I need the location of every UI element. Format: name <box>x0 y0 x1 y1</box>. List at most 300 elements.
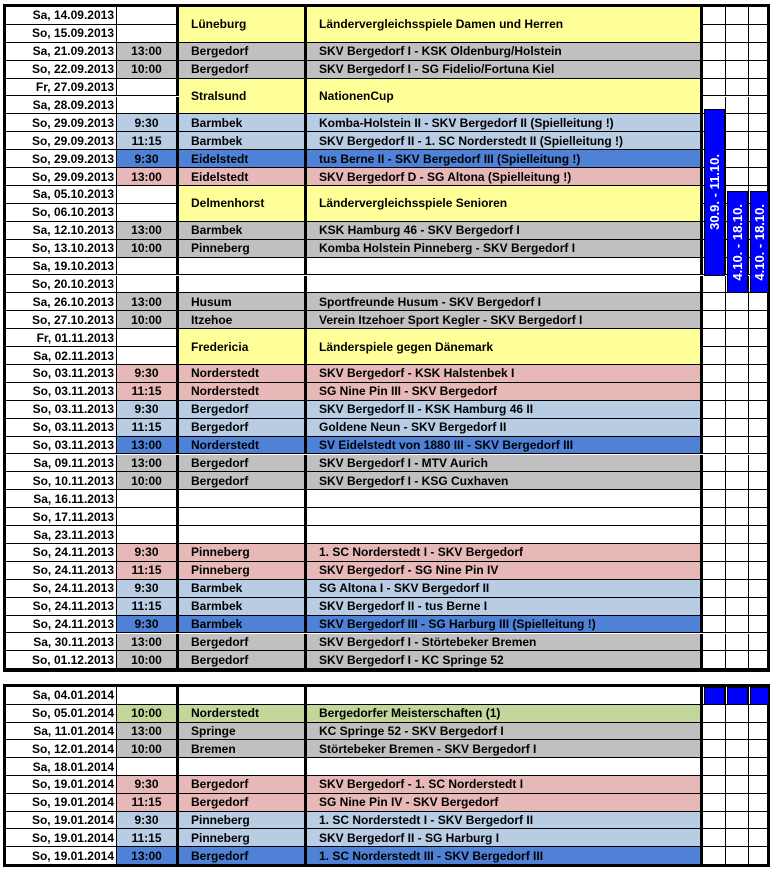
table-row <box>6 580 767 598</box>
marker-cell <box>749 383 770 401</box>
time-cell: 13:00 <box>117 437 179 455</box>
marker-cell <box>726 437 749 455</box>
marker-cell <box>726 43 749 61</box>
time-cell: 13:00 <box>117 455 179 473</box>
table-row <box>6 240 767 258</box>
table-row <box>6 472 767 490</box>
venue-cell: Husum <box>179 293 307 311</box>
marker-cell <box>726 311 749 329</box>
marker-cell <box>726 168 749 186</box>
marker-cell <box>726 829 749 847</box>
time-cell: 9:30 <box>117 544 179 562</box>
date-cell: Sa, 28.09.2013 <box>6 97 117 115</box>
marker-cell <box>726 526 749 544</box>
event-row <box>6 7 767 43</box>
period-bar <box>750 687 769 705</box>
table-row <box>6 150 767 168</box>
marker-cell <box>726 794 749 812</box>
time-cell: 11:15 <box>117 383 179 401</box>
event-venue: Fredericia <box>179 329 307 365</box>
marker-cell <box>726 740 749 758</box>
date-cell: So, 10.11.2013 <box>6 472 117 490</box>
date-cell: So, 24.11.2013 <box>6 562 117 580</box>
date-cell: So, 19.01.2014 <box>6 776 117 794</box>
venue-cell <box>179 758 307 776</box>
date-cell: So, 27.10.2013 <box>6 311 117 329</box>
match-cell: KSK Hamburg 46 - SKV Bergedorf I <box>307 222 703 240</box>
time-cell: 11:15 <box>117 419 179 437</box>
table-row <box>6 311 767 329</box>
date-cell: Sa, 09.11.2013 <box>6 455 117 473</box>
marker-cell <box>726 401 749 419</box>
date-cell: Sa, 21.09.2013 <box>6 43 117 61</box>
time-cell: 9:30 <box>117 776 179 794</box>
time-cell: 11:15 <box>117 598 179 616</box>
marker-cell <box>703 562 726 580</box>
marker-cell <box>703 616 726 634</box>
date-cell: Sa, 04.01.2014 <box>6 687 117 705</box>
event-title: NationenCup <box>307 79 703 115</box>
time-cell <box>117 490 179 508</box>
time-cell <box>117 526 179 544</box>
date-cell: Sa, 05.10.2013 <box>6 186 117 204</box>
marker-cell <box>703 829 726 847</box>
event-venue: Lüneburg <box>179 7 307 43</box>
match-cell: Goldene Neun - SKV Bergedorf II <box>307 419 703 437</box>
marker-cell <box>749 472 770 490</box>
marker-cell <box>749 43 770 61</box>
date-cell: Sa, 12.10.2013 <box>6 222 117 240</box>
period-bar <box>704 109 725 276</box>
time-cell <box>117 508 179 526</box>
marker-cell <box>726 508 749 526</box>
marker-cell <box>703 472 726 490</box>
match-cell: SKV Bergedorf I - KSK Oldenburg/Holstein <box>307 43 703 61</box>
time-cell: 13:00 <box>117 222 179 240</box>
date-cell: So, 19.01.2014 <box>6 812 117 830</box>
match-cell: Bergedorfer Meisterschaften (1) <box>307 705 703 723</box>
venue-cell <box>179 508 307 526</box>
time-cell: 11:15 <box>117 562 179 580</box>
time-cell: 9:30 <box>117 365 179 383</box>
date-cell: Fr, 27.09.2013 <box>6 79 117 97</box>
venue-cell: Pinneberg <box>179 812 307 830</box>
marker-cell <box>703 293 726 311</box>
marker-cell <box>703 794 726 812</box>
event-title: Ländervergleichsspiele Damen und Herren <box>307 7 703 43</box>
venue-cell: Barmbek <box>179 598 307 616</box>
marker-cell <box>703 419 726 437</box>
table-row <box>6 687 767 705</box>
table-row <box>6 634 767 652</box>
date-cell: Sa, 16.11.2013 <box>6 490 117 508</box>
venue-cell: Bergedorf <box>179 794 307 812</box>
date-cell: So, 03.11.2013 <box>6 365 117 383</box>
date-cell: So, 05.01.2014 <box>6 705 117 723</box>
match-cell: SKV Bergedorf II - tus Berne I <box>307 598 703 616</box>
table-row <box>6 61 767 79</box>
date-cell: So, 24.11.2013 <box>6 544 117 562</box>
marker-cell <box>703 705 726 723</box>
time-cell: 11:15 <box>117 794 179 812</box>
venue-cell: Bremen <box>179 740 307 758</box>
match-cell <box>307 758 703 776</box>
match-cell: Sportfreunde Husum - SKV Bergedorf I <box>307 293 703 311</box>
match-cell: SV Eidelstedt von 1880 III - SKV Bergedorf III <box>307 437 703 455</box>
date-cell: So, 19.01.2014 <box>6 847 117 865</box>
match-cell: SKV Bergedorf - 1. SC Norderstedt I <box>307 776 703 794</box>
venue-cell: Barmbek <box>179 616 307 634</box>
table-row <box>6 508 767 526</box>
period-label: 30.9. - 11.10. <box>707 154 722 230</box>
marker-cell <box>726 616 749 634</box>
date-cell: Sa, 18.01.2014 <box>6 758 117 776</box>
marker-cell <box>726 758 749 776</box>
marker-cell <box>703 43 726 61</box>
marker-cell <box>749 544 770 562</box>
table-row <box>6 401 767 419</box>
marker-cell <box>703 776 726 794</box>
event-row <box>6 329 767 365</box>
time-cell: 9:30 <box>117 114 179 132</box>
time-cell: 10:00 <box>117 705 179 723</box>
date-cell: So, 29.09.2013 <box>6 114 117 132</box>
match-cell: KC Springe 52 - SKV Bergedorf I <box>307 723 703 741</box>
table-row <box>6 829 767 847</box>
marker-cell <box>749 293 770 311</box>
marker-cell <box>703 276 726 294</box>
marker-cell <box>703 526 726 544</box>
venue-cell: Bergedorf <box>179 472 307 490</box>
marker-cell <box>703 490 726 508</box>
time-cell: 10:00 <box>117 61 179 79</box>
venue-cell: Norderstedt <box>179 365 307 383</box>
match-cell <box>307 508 703 526</box>
time-cell: 13:00 <box>117 43 179 61</box>
match-cell: SKV Bergedorf I - MTV Aurich <box>307 455 703 473</box>
marker-cell <box>749 723 770 741</box>
match-cell: Verein Itzehoer Sport Kegler - SKV Bergedorf I <box>307 311 703 329</box>
venue-cell: Bergedorf <box>179 401 307 419</box>
date-cell: So, 29.09.2013 <box>6 150 117 168</box>
match-cell: SKV Bergedorf II - SG Harburg I <box>307 829 703 847</box>
venue-cell: Bergedorf <box>179 61 307 79</box>
event-title: Länderspiele gegen Dänemark <box>307 329 703 365</box>
marker-cell <box>749 794 770 812</box>
venue-cell: Pinneberg <box>179 240 307 258</box>
table-row <box>6 383 767 401</box>
match-cell: 1. SC Norderstedt III - SKV Bergedorf III <box>307 847 703 865</box>
table-row <box>6 276 767 294</box>
time-cell: 13:00 <box>117 723 179 741</box>
marker-cell <box>703 847 726 865</box>
table-row <box>6 168 767 186</box>
date-cell: Sa, 02.11.2013 <box>6 347 117 365</box>
marker-cell <box>726 419 749 437</box>
match-cell: 1. SC Norderstedt I - SKV Bergedorf II <box>307 812 703 830</box>
marker-cell <box>749 455 770 473</box>
period-label: 4.10. - 18.10. <box>730 203 745 281</box>
marker-cell <box>749 401 770 419</box>
time-cell <box>117 758 179 776</box>
marker-cell <box>749 419 770 437</box>
marker-cell <box>749 437 770 455</box>
table-row <box>6 812 767 830</box>
date-cell: So, 03.11.2013 <box>6 419 117 437</box>
period-bar <box>727 687 748 705</box>
table-row <box>6 651 767 669</box>
table-row <box>6 222 767 240</box>
date-cell: Sa, 23.11.2013 <box>6 526 117 544</box>
venue-cell <box>179 490 307 508</box>
marker-cell <box>726 490 749 508</box>
table-row <box>6 455 767 473</box>
marker-cell <box>726 651 749 669</box>
time-cell: 13:00 <box>117 847 179 865</box>
venue-cell: Bergedorf <box>179 43 307 61</box>
marker-cell <box>703 598 726 616</box>
venue-cell <box>179 526 307 544</box>
table-row <box>6 114 767 132</box>
period-bar <box>750 191 769 293</box>
match-cell: SKV Bergedorf I - KSG Cuxhaven <box>307 472 703 490</box>
time-cell: 9:30 <box>117 150 179 168</box>
marker-cell <box>726 812 749 830</box>
table-row <box>6 847 767 865</box>
venue-cell: Eidelstedt <box>179 168 307 186</box>
marker-cell <box>703 634 726 652</box>
time-cell: 10:00 <box>117 240 179 258</box>
table-row <box>6 776 767 794</box>
date-cell: So, 06.10.2013 <box>6 204 117 222</box>
match-cell: Störtebeker Bremen - SKV Bergedorf I <box>307 740 703 758</box>
marker-cell <box>749 114 770 132</box>
marker-cell <box>703 544 726 562</box>
time-cell: 11:15 <box>117 829 179 847</box>
match-cell <box>307 490 703 508</box>
time-cell: 9:30 <box>117 812 179 830</box>
marker-cell <box>703 383 726 401</box>
venue-cell: Norderstedt <box>179 383 307 401</box>
match-cell: SKV Bergedorf I - KC Springe 52 <box>307 651 703 669</box>
date-cell: So, 24.11.2013 <box>6 598 117 616</box>
table-row <box>6 437 767 455</box>
venue-cell: Barmbek <box>179 114 307 132</box>
match-cell: SKV Bergedorf II - 1. SC Norderstedt II (Spielleitung !) <box>307 132 703 150</box>
table-row <box>6 258 767 276</box>
table-row <box>6 293 767 311</box>
marker-cell <box>726 776 749 794</box>
table-row <box>6 758 767 776</box>
venue-cell: Eidelstedt <box>179 150 307 168</box>
marker-cell <box>749 311 770 329</box>
marker-cell <box>749 365 770 383</box>
marker-cell <box>726 580 749 598</box>
marker-cell <box>703 61 726 79</box>
marker-cell <box>749 580 770 598</box>
marker-cell <box>726 61 749 79</box>
period-bar <box>727 191 748 293</box>
marker-cell <box>703 580 726 598</box>
match-cell <box>307 276 703 294</box>
date-cell: So, 19.01.2014 <box>6 829 117 847</box>
time-cell <box>117 258 179 276</box>
marker-cell <box>749 616 770 634</box>
match-cell: tus Berne II - SKV Bergedorf III (Spielleitung !) <box>307 150 703 168</box>
time-cell: 13:00 <box>117 168 179 186</box>
marker-cell <box>749 740 770 758</box>
marker-cell <box>703 401 726 419</box>
time-cell <box>117 276 179 294</box>
marker-cell <box>726 562 749 580</box>
table-row <box>6 705 767 723</box>
marker-cell <box>726 598 749 616</box>
time-cell: 10:00 <box>117 311 179 329</box>
venue-cell: Bergedorf <box>179 634 307 652</box>
date-cell: Sa, 11.01.2014 <box>6 723 117 741</box>
date-cell: So, 17.11.2013 <box>6 508 117 526</box>
venue-cell: Pinneberg <box>179 544 307 562</box>
marker-cell <box>726 383 749 401</box>
marker-cell <box>726 723 749 741</box>
date-cell: So, 03.11.2013 <box>6 437 117 455</box>
marker-cell <box>703 740 726 758</box>
marker-cell <box>749 490 770 508</box>
table-row <box>6 562 767 580</box>
match-cell: SKV Bergedorf - SG Nine Pin IV <box>307 562 703 580</box>
date-cell: So, 15.09.2013 <box>6 25 117 43</box>
date-cell: So, 03.11.2013 <box>6 401 117 419</box>
venue-cell: Bergedorf <box>179 455 307 473</box>
marker-cell <box>749 758 770 776</box>
table-row <box>6 132 767 150</box>
marker-cell <box>726 365 749 383</box>
marker-cell <box>703 365 726 383</box>
match-cell: SG Nine Pin IV - SKV Bergedorf <box>307 794 703 812</box>
marker-cell <box>726 293 749 311</box>
event-row <box>6 79 767 115</box>
marker-cell <box>749 61 770 79</box>
date-cell: Sa, 14.09.2013 <box>6 7 117 25</box>
marker-cell <box>703 437 726 455</box>
time-cell: 10:00 <box>117 472 179 490</box>
table-row <box>6 526 767 544</box>
marker-cell <box>749 812 770 830</box>
marker-cell <box>749 776 770 794</box>
venue-cell: Barmbek <box>179 132 307 150</box>
match-cell: SG Nine Pin III - SKV Bergedorf <box>307 383 703 401</box>
time-cell: 10:00 <box>117 651 179 669</box>
marker-cell <box>749 847 770 865</box>
date-cell: So, 29.09.2013 <box>6 132 117 150</box>
date-cell: So, 24.11.2013 <box>6 580 117 598</box>
schedule-table-2013 <box>3 4 770 672</box>
table-row <box>6 740 767 758</box>
venue-cell: Bergedorf <box>179 776 307 794</box>
venue-cell <box>179 276 307 294</box>
table-row <box>6 598 767 616</box>
marker-cell <box>726 472 749 490</box>
match-cell: SKV Bergedorf III - SG Harburg III (Spielleitung !) <box>307 616 703 634</box>
date-cell: Sa, 19.10.2013 <box>6 258 117 276</box>
marker-cell <box>726 455 749 473</box>
match-cell <box>307 526 703 544</box>
marker-cell <box>703 723 726 741</box>
venue-cell <box>179 687 307 705</box>
table-row <box>6 616 767 634</box>
marker-cell <box>726 132 749 150</box>
date-cell: Fr, 01.11.2013 <box>6 329 117 347</box>
date-cell: So, 03.11.2013 <box>6 383 117 401</box>
date-cell: So, 20.10.2013 <box>6 276 117 294</box>
venue-cell: Pinneberg <box>179 829 307 847</box>
venue-cell: Barmbek <box>179 580 307 598</box>
event-venue: Stralsund <box>179 79 307 115</box>
date-cell: So, 24.11.2013 <box>6 616 117 634</box>
event-venue: Delmenhorst <box>179 186 307 222</box>
marker-cell <box>703 455 726 473</box>
time-cell: 10:00 <box>117 740 179 758</box>
marker-cell <box>726 705 749 723</box>
venue-cell <box>179 258 307 276</box>
table-row <box>6 794 767 812</box>
venue-cell: Pinneberg <box>179 562 307 580</box>
venue-cell: Norderstedt <box>179 705 307 723</box>
table-row <box>6 43 767 61</box>
match-cell <box>307 687 703 705</box>
match-cell: 1. SC Norderstedt I - SKV Bergedorf <box>307 544 703 562</box>
time-cell: 9:30 <box>117 616 179 634</box>
marker-cell <box>749 634 770 652</box>
marker-cell <box>726 634 749 652</box>
marker-cell <box>749 150 770 168</box>
marker-cell <box>749 705 770 723</box>
date-cell: So, 12.01.2014 <box>6 740 117 758</box>
marker-cell <box>749 598 770 616</box>
date-cell: Sa, 30.11.2013 <box>6 634 117 652</box>
table-row <box>6 365 767 383</box>
marker-cell <box>749 562 770 580</box>
marker-cell <box>726 150 749 168</box>
venue-cell: Springe <box>179 723 307 741</box>
schedule-table-2014 <box>3 684 770 867</box>
marker-cell <box>703 311 726 329</box>
match-cell: SKV Bergedorf II - KSK Hamburg 46 II <box>307 401 703 419</box>
venue-cell: Bergedorf <box>179 651 307 669</box>
date-cell: So, 19.01.2014 <box>6 794 117 812</box>
date-cell: Sa, 26.10.2013 <box>6 293 117 311</box>
marker-cell <box>749 132 770 150</box>
marker-cell <box>703 508 726 526</box>
table-row <box>6 544 767 562</box>
table-row <box>6 419 767 437</box>
match-cell: SKV Bergedorf - KSK Halstenbek I <box>307 365 703 383</box>
marker-cell <box>726 847 749 865</box>
match-cell: Komba-Holstein II - SKV Bergedorf II (Spielleitung !) <box>307 114 703 132</box>
venue-cell: Norderstedt <box>179 437 307 455</box>
marker-cell <box>726 114 749 132</box>
marker-cell <box>703 651 726 669</box>
marker-cell <box>749 168 770 186</box>
venue-cell: Bergedorf <box>179 419 307 437</box>
time-cell: 11:15 <box>117 132 179 150</box>
time-cell: 13:00 <box>117 293 179 311</box>
venue-cell: Bergedorf <box>179 847 307 865</box>
match-cell: SG Altona I - SKV Bergedorf II <box>307 580 703 598</box>
time-cell: 13:00 <box>117 634 179 652</box>
match-cell: SKV Bergedorf D - SG Altona (Spielleitung !) <box>307 168 703 186</box>
venue-cell: Barmbek <box>179 222 307 240</box>
